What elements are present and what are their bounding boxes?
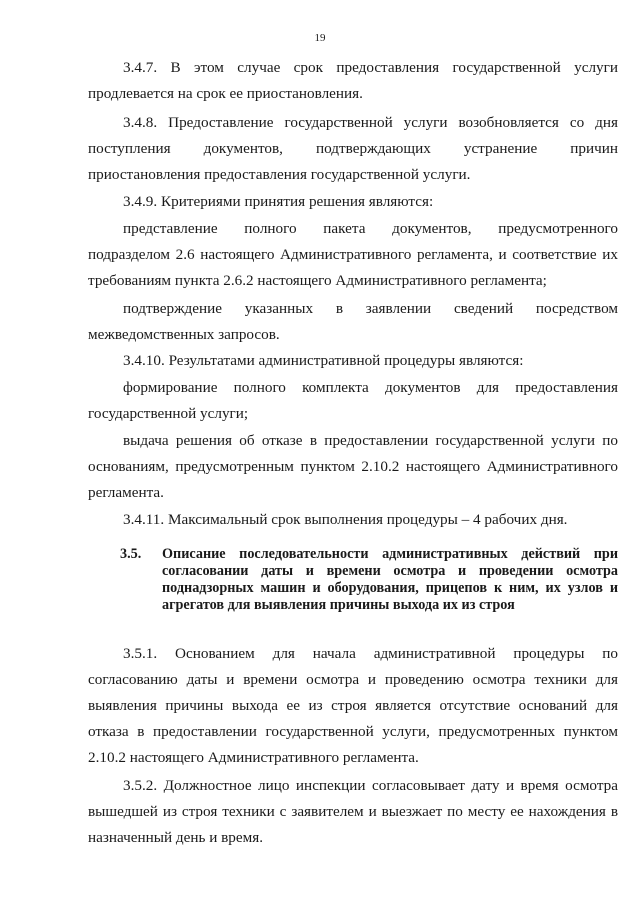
- paragraph-3-5-2: [88, 773, 618, 851]
- text-line: отказа в предоставлении государственной услуги, предусмотренных пунктом: [88, 723, 618, 740]
- text-line: 3.5.1. Основанием для начала административной процедуры по: [123, 645, 618, 662]
- text-line: поступления документов, подтверждающих устранение причин: [88, 140, 618, 157]
- text-line: 3.4.7. В этом случае срок предоставления государственной услуги: [123, 59, 618, 76]
- text-line: регламента.: [88, 484, 164, 501]
- paragraph-3-4-9: 3.4.9. Критериями принятия решения являются:: [123, 193, 434, 210]
- text-line: выдача решения об отказе в предоставлении государственной услуги по: [123, 432, 618, 449]
- paragraph-3-4-11: 3.4.11. Максимальный срок выполнения процедуры – 4 рабочих дня.: [123, 511, 568, 528]
- text-line: подразделом 2.6 настоящего Административного регламента, и соответствие их: [88, 246, 618, 263]
- paragraph-3-5-1: [88, 641, 618, 771]
- text-line: формирование полного комплекта документов для предоставления: [123, 379, 618, 396]
- text-line: требованиям пункта 2.6.2 настоящего Административного регламента;: [88, 272, 547, 289]
- text-line: продлевается на срок ее приостановления.: [88, 85, 363, 102]
- text-line: 3.5.2. Должностное лицо инспекции согласовывает дату и время осмотра: [123, 777, 618, 794]
- section-number: 3.5.: [120, 546, 142, 562]
- criterion-item-1: [88, 216, 618, 294]
- criterion-item-2: [88, 296, 618, 348]
- text-line: 3.4.8. Предоставление государственной услуги возобновляется со дня: [123, 114, 618, 131]
- result-item-2: [88, 428, 618, 506]
- section-heading: [120, 546, 618, 614]
- text-line: межведомственных запросов.: [88, 326, 280, 343]
- paragraph-3-4-7: [88, 55, 618, 107]
- page-number: 19: [314, 32, 326, 44]
- text-line: государственной услуги;: [88, 405, 249, 422]
- text-line: приостановления предоставления государственной услуги.: [88, 166, 471, 183]
- text-line: назначенный день и время.: [88, 829, 264, 846]
- section-title: Описание последовательности административных действий при согласовании даты и времени осмотра и проведении осмотра поднадзорных машин и оборудования, прицепов к ним, их узлов и агрегатов для выявления причины выхода их из строя: [162, 546, 618, 613]
- text-line: вышедшей из строя техники с заявителем и выезжает по месту ее нахождения в: [88, 803, 618, 820]
- paragraph-3-4-10: 3.4.10. Результатами административной процедуры являются:: [123, 352, 524, 369]
- result-item-1: [88, 375, 618, 427]
- text-line: согласованию даты и времени осмотра и проведению осмотра техники для: [88, 671, 618, 688]
- text-line: подтверждение указанных в заявлении сведений посредством: [123, 300, 618, 317]
- text-line: выявления причины выхода ее из строя является отсутствие оснований для: [88, 697, 618, 714]
- paragraph-3-4-8: [88, 110, 618, 188]
- text-line: 2.10.2 настоящего Административного регламента.: [88, 749, 419, 766]
- text-line: представление полного пакета документов, предусмотренного: [123, 220, 618, 237]
- text-line: основаниям, предусмотренным пунктом 2.10.2 настоящего Административного: [88, 458, 618, 475]
